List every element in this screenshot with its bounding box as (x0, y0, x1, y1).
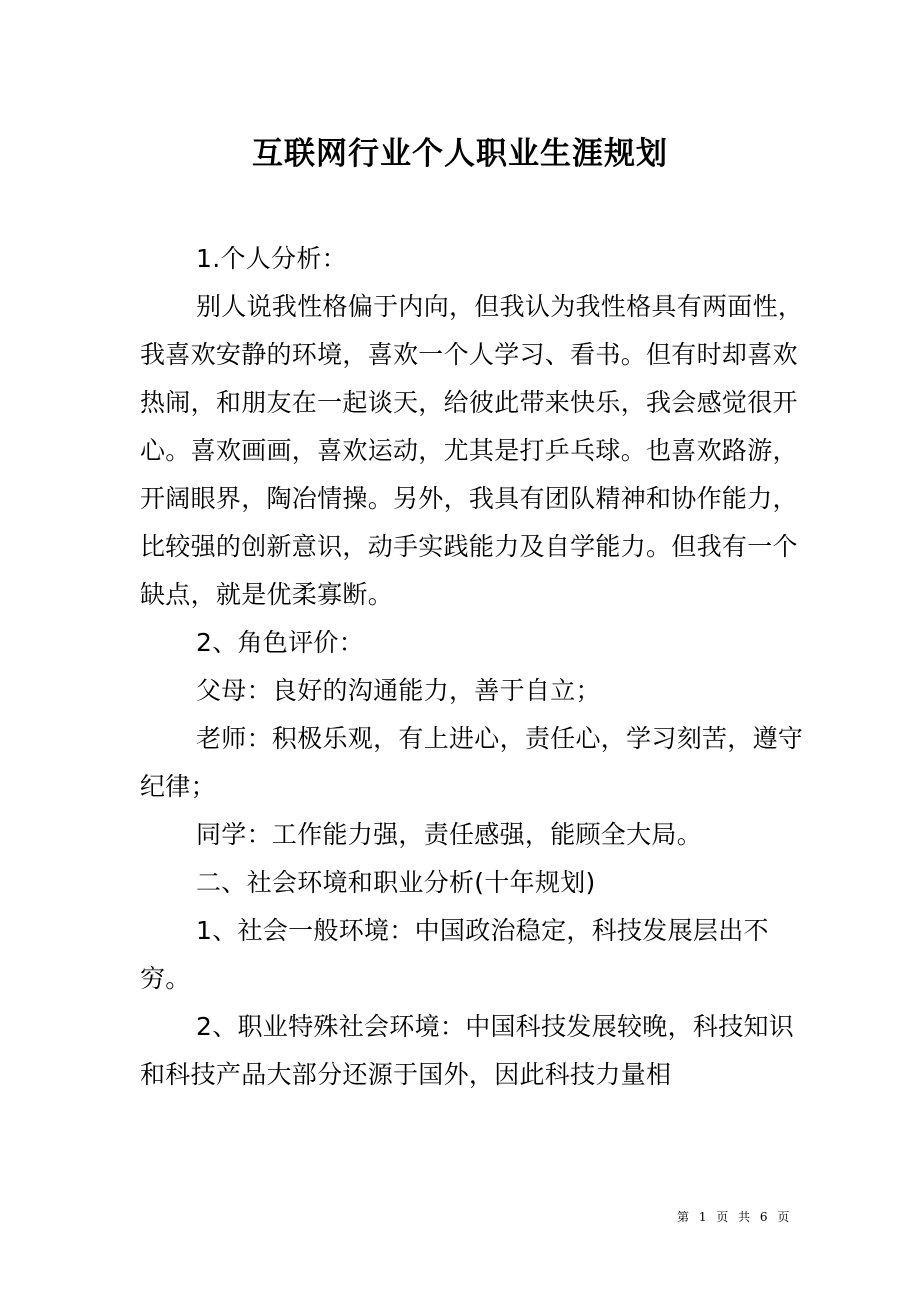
paragraph-section-two-heading: 二、社会环境和职业分析(十年规划) (196, 868, 596, 897)
paragraph-classmates-evaluation: 同学：工作能力强，责任感强，能顾全大局。 (196, 820, 703, 849)
paragraph-personal-analysis: 别人说我性格偏于内向，但我认为我性格具有两面性，我喜欢安静的环境，喜欢一个人学习、看书。但有时却喜欢热闹，和朋友在一起谈天，给彼此带来快乐，我会感觉很开心。喜欢画画，喜欢运动，尤其是打乒乓球。也喜欢路游，开阔眼界，陶冶情操。另外，我具有团队精神和协作能力，比较强的创新意识，动手实践能力及自学能力。但我有一个缺点，就是优柔寡断。 (140, 292, 804, 609)
page-number-footer: 第 1 页 共 6 页 (677, 1210, 793, 1224)
paragraph-parents-evaluation: 父母：良好的沟通能力，善于自立； (196, 676, 601, 705)
paragraph-personal-analysis-heading: 1.个人分析： (196, 244, 347, 273)
paragraph-teacher-evaluation: 老师：积极乐观，有上进心，责任心，学习刻苦，遵守纪律； (140, 724, 804, 801)
paragraph-general-environment: 1、社会一般环境：中国政治稳定，科技发展层出不穷。 (140, 916, 769, 993)
document-body (140, 235, 812, 1099)
paragraph-special-environment: 2、职业特殊社会环境：中国科技发展较晚，科技知识和科技产品大部分还源于国外，因此科技力量相 (140, 1012, 795, 1089)
paragraph-role-evaluation-heading: 2、角色评价： (196, 628, 365, 657)
document-title: 互联网行业个人职业生涯规划 (252, 136, 668, 172)
